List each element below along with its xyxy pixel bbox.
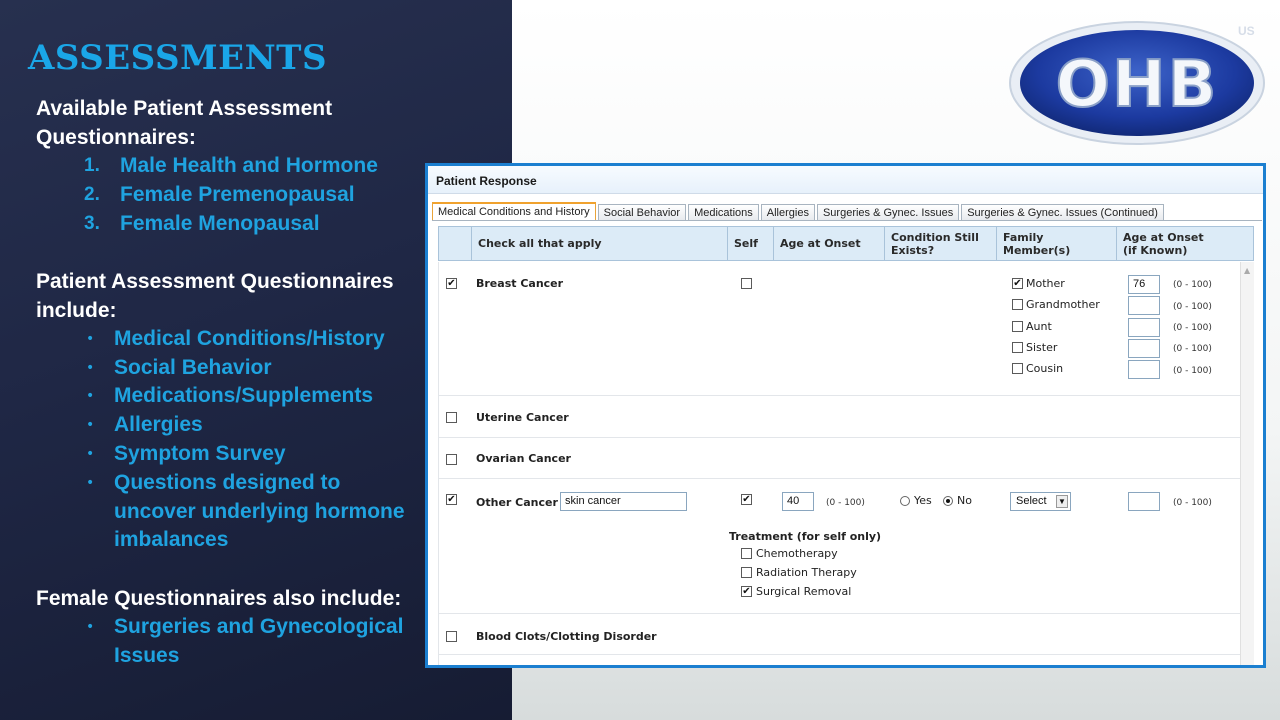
still-exists-no-radio[interactable] bbox=[943, 496, 953, 506]
includes-heading-line2: include: bbox=[36, 299, 117, 322]
bullet: • bbox=[86, 417, 95, 433]
grid-left-border bbox=[438, 262, 439, 668]
tab-surgeries-gynec[interactable]: Surgeries & Gynec. Issues bbox=[817, 204, 959, 221]
family-cousin-checkbox[interactable] bbox=[1012, 363, 1023, 374]
includes-heading-line1: Patient Assessment Questionnaires bbox=[36, 270, 394, 293]
col-still-exists: Condition Still Exists? bbox=[884, 227, 996, 260]
tab-bar bbox=[432, 202, 1166, 221]
panel-title: Patient Response bbox=[436, 174, 537, 188]
female-heading: Female Questionnaires also include: bbox=[36, 587, 402, 610]
range-hint: (0 - 100) bbox=[1173, 344, 1212, 354]
tab-surgeries-gynec-continued[interactable]: Surgeries & Gynec. Issues (Continued) bbox=[961, 204, 1164, 221]
bullet: • bbox=[86, 388, 95, 404]
family-cousin-label: Cousin bbox=[1026, 362, 1064, 375]
family-grandmother-age-input[interactable] bbox=[1128, 296, 1160, 315]
still-exists-yes-label: Yes bbox=[914, 494, 932, 507]
family-mother-checkbox[interactable]: ✔ bbox=[1013, 278, 1022, 289]
female-include-item-continued: Issues bbox=[114, 644, 180, 667]
logo-text: OHB bbox=[1055, 48, 1219, 122]
bullet: • bbox=[86, 619, 95, 635]
family-aunt-checkbox[interactable] bbox=[1012, 321, 1023, 332]
family-aunt-label: Aunt bbox=[1026, 320, 1052, 333]
col-family-members: Family Member(s) bbox=[996, 227, 1116, 260]
female-include-item: Surgeries and Gynecological bbox=[114, 615, 404, 638]
questionnaire-female-premenopausal: Female Premenopausal bbox=[120, 183, 355, 206]
bullet: • bbox=[86, 475, 95, 491]
include-item: Symptom Survey bbox=[114, 442, 286, 465]
tab-social-behavior[interactable]: Social Behavior bbox=[598, 204, 686, 221]
family-member-select-value: Select bbox=[1016, 495, 1047, 507]
family-grandmother-checkbox[interactable] bbox=[1012, 299, 1023, 310]
col-self: Self bbox=[727, 227, 773, 260]
family-sister-age-input[interactable] bbox=[1128, 339, 1160, 358]
panel-header bbox=[428, 166, 1263, 194]
tab-medications[interactable]: Medications bbox=[688, 204, 759, 221]
questionnaire-number: 1. bbox=[84, 155, 100, 176]
uterine-cancer-label: Uterine Cancer bbox=[476, 411, 569, 424]
row-separator bbox=[438, 395, 1240, 396]
col-check-all: Check all that apply bbox=[471, 227, 727, 260]
bullet: • bbox=[86, 446, 95, 462]
row-separator bbox=[438, 478, 1240, 479]
include-item: Questions designed to bbox=[114, 471, 341, 494]
include-item: Medications/Supplements bbox=[114, 384, 374, 407]
row-separator bbox=[438, 437, 1240, 438]
row-separator bbox=[438, 613, 1240, 614]
family-mother-label: Mother bbox=[1026, 277, 1065, 290]
family-mother-age-input[interactable]: 76 bbox=[1128, 275, 1160, 294]
scroll-up-icon[interactable]: ▲ bbox=[1244, 266, 1251, 275]
other-cancer-input[interactable]: skin cancer bbox=[560, 492, 687, 511]
questionnaire-number: 2. bbox=[84, 184, 100, 205]
other-cancer-age-input[interactable]: 40 bbox=[782, 492, 814, 511]
other-cancer-checkbox[interactable]: ✔ bbox=[447, 494, 456, 505]
still-exists-no-label: No bbox=[957, 494, 972, 507]
family-member-select[interactable] bbox=[1010, 492, 1071, 511]
patient-response-panel bbox=[425, 163, 1266, 668]
include-item-continued: uncover underlying hormone bbox=[114, 500, 405, 523]
range-hint: (0 - 100) bbox=[826, 498, 865, 508]
tab-medical-conditions[interactable]: Medical Conditions and History bbox=[432, 202, 596, 221]
bullet: • bbox=[86, 331, 95, 347]
other-cancer-self-checkbox[interactable]: ✔ bbox=[742, 494, 751, 505]
breast-cancer-self-checkbox[interactable] bbox=[741, 278, 752, 289]
family-sister-checkbox[interactable] bbox=[1012, 342, 1023, 353]
bullet: • bbox=[86, 360, 95, 376]
col-family-age: Age at Onset (if Known) bbox=[1116, 227, 1253, 260]
still-exists-yes-radio[interactable] bbox=[900, 496, 910, 506]
blood-clots-label: Blood Clots/Clotting Disorder bbox=[476, 630, 657, 643]
range-hint: (0 - 100) bbox=[1173, 280, 1212, 290]
logo-region: US bbox=[1238, 24, 1255, 38]
range-hint: (0 - 100) bbox=[1173, 323, 1212, 333]
uterine-cancer-checkbox[interactable] bbox=[446, 412, 457, 423]
questionnaire-male-health: Male Health and Hormone bbox=[120, 154, 378, 177]
include-item-continued: imbalances bbox=[114, 528, 229, 551]
tab-divider bbox=[432, 220, 1262, 221]
range-hint: (0 - 100) bbox=[1173, 302, 1212, 312]
ovarian-cancer-checkbox[interactable] bbox=[446, 454, 457, 465]
other-cancer-label: Other Cancer bbox=[476, 496, 558, 509]
vertical-scrollbar[interactable] bbox=[1240, 262, 1254, 668]
treatment-chemotherapy-label: Chemotherapy bbox=[756, 547, 838, 560]
treatment-radiation-checkbox[interactable] bbox=[741, 567, 752, 578]
treatment-surgical-label: Surgical Removal bbox=[756, 585, 852, 598]
ohb-logo bbox=[1008, 20, 1266, 146]
breast-cancer-label: Breast Cancer bbox=[476, 277, 564, 290]
breast-cancer-checkbox[interactable]: ✔ bbox=[447, 278, 456, 289]
include-item: Allergies bbox=[114, 413, 203, 436]
available-heading-line1: Available Patient Assessment bbox=[36, 97, 333, 120]
family-aunt-age-input[interactable] bbox=[1128, 318, 1160, 337]
questionnaire-female-menopausal: Female Menopausal bbox=[120, 212, 320, 235]
ovarian-cancer-label: Ovarian Cancer bbox=[476, 452, 571, 465]
tab-allergies[interactable]: Allergies bbox=[761, 204, 815, 221]
include-item: Medical Conditions/History bbox=[114, 327, 385, 350]
family-sister-label: Sister bbox=[1026, 341, 1058, 354]
blood-clots-checkbox[interactable] bbox=[446, 631, 457, 642]
range-hint: (0 - 100) bbox=[1173, 366, 1212, 376]
treatment-surgical-checkbox[interactable]: ✔ bbox=[742, 586, 751, 597]
treatment-chemotherapy-checkbox[interactable] bbox=[741, 548, 752, 559]
row-separator bbox=[438, 654, 1240, 655]
available-heading-line2: Questionnaires: bbox=[36, 126, 196, 149]
range-hint: (0 - 100) bbox=[1173, 498, 1212, 508]
treatment-radiation-label: Radiation Therapy bbox=[756, 566, 857, 579]
family-grandmother-label: Grandmother bbox=[1026, 298, 1100, 311]
page-title: ASSESSMENTS bbox=[28, 38, 327, 78]
other-cancer-family-age-input[interactable] bbox=[1128, 492, 1160, 511]
col-age-onset: Age at Onset bbox=[773, 227, 884, 260]
questionnaire-number: 3. bbox=[84, 213, 100, 234]
family-cousin-age-input[interactable] bbox=[1128, 360, 1160, 379]
include-item: Social Behavior bbox=[114, 356, 272, 379]
grid-header bbox=[438, 226, 1254, 261]
chevron-down-icon[interactable]: ▼ bbox=[1056, 495, 1068, 508]
treatment-heading: Treatment (for self only) bbox=[729, 530, 882, 543]
